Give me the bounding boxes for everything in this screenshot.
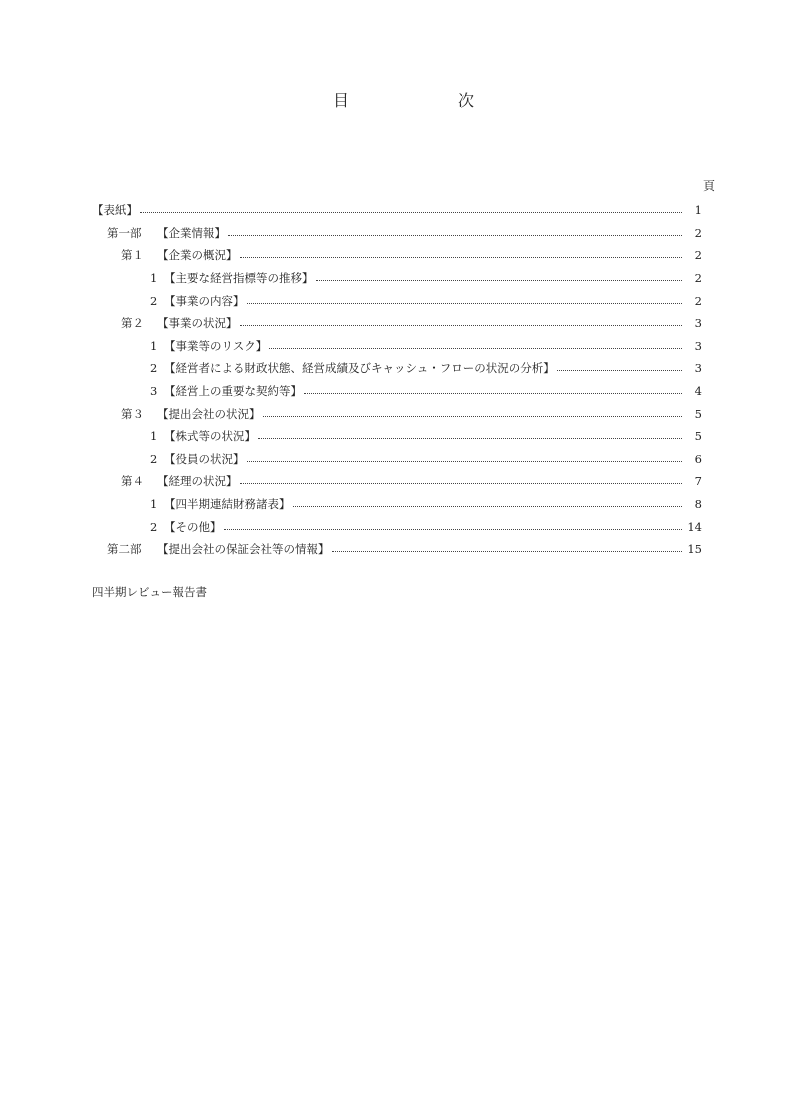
toc-entry-prefix: 1 — [150, 429, 158, 444]
toc-entry-label: 【経営者による財政状態、経営成績及びキャッシュ・フローの状況の分析】 — [164, 361, 555, 376]
leader-dots — [293, 497, 683, 511]
page-title — [0, 88, 790, 112]
toc-entry-page: 5 — [694, 406, 702, 421]
toc-entry[interactable] — [92, 515, 702, 538]
toc-entry[interactable] — [92, 470, 702, 493]
toc-entry-prefix: 2 — [150, 519, 158, 534]
toc-entry[interactable] — [92, 267, 702, 290]
toc-entry-label: 【企業情報】 — [157, 225, 226, 240]
leader-dots — [247, 452, 683, 466]
leader-dots — [269, 339, 682, 353]
leader-dots — [140, 203, 682, 217]
leader-dots — [224, 520, 683, 534]
leader-dots — [240, 474, 683, 488]
toc-entry-label: 【事業の内容】 — [164, 293, 245, 308]
toc-entry[interactable] — [92, 289, 702, 312]
toc-entry-page: 1 — [694, 203, 702, 218]
toc-entry-prefix: 1 — [150, 271, 158, 286]
toc-entry-label: 【その他】 — [164, 519, 222, 534]
toc-entry-prefix: 第一部 — [107, 225, 142, 240]
toc-entry[interactable] — [92, 244, 702, 267]
toc-entry[interactable] — [92, 380, 702, 403]
toc-entry-prefix: 第２ — [121, 316, 144, 331]
toc-entry-label: 【企業の概況】 — [157, 248, 238, 263]
toc-entry-label: 【役員の状況】 — [164, 451, 245, 466]
leader-dots — [263, 407, 683, 421]
toc-entry-label: 【表紙】 — [92, 203, 138, 218]
toc-entry[interactable] — [92, 222, 702, 245]
toc-entry-label: 【提出会社の状況】 — [157, 406, 261, 421]
title-char-1: 目 — [333, 91, 350, 110]
toc-entry-page: 14 — [687, 519, 702, 534]
toc-entry-page: 3 — [694, 316, 702, 331]
toc-entry[interactable] — [92, 402, 702, 425]
leader-dots — [557, 361, 682, 375]
toc-entry-prefix: 2 — [150, 451, 158, 466]
toc-entry-label: 【経営上の重要な契約等】 — [164, 384, 302, 399]
toc-entry-prefix: 2 — [150, 293, 158, 308]
toc-entry-label: 【四半期連結財務諸表】 — [164, 497, 291, 512]
table-of-contents — [92, 199, 702, 561]
toc-entry[interactable] — [92, 448, 702, 471]
toc-entry-prefix: 1 — [150, 497, 158, 512]
toc-entry-page: 7 — [694, 474, 702, 489]
toc-entry-prefix: 3 — [150, 384, 158, 399]
toc-entry-label: 【株式等の状況】 — [164, 429, 256, 444]
review-report-heading[interactable]: 四半期レビュー報告書 — [92, 585, 207, 599]
leader-dots — [240, 316, 683, 330]
toc-entry-page: 3 — [694, 361, 702, 376]
toc-entry-page: 6 — [694, 451, 702, 466]
toc-entry-page: 5 — [694, 429, 702, 444]
toc-entry[interactable] — [92, 312, 702, 335]
toc-entry-label: 【主要な経営指標等の推移】 — [164, 271, 314, 286]
toc-entry[interactable] — [92, 425, 702, 448]
toc-entry-label: 【経理の状況】 — [157, 474, 238, 489]
toc-entry-page: 8 — [694, 497, 702, 512]
toc-entry-page: 15 — [687, 542, 702, 557]
toc-entry-page: 2 — [694, 248, 702, 263]
toc-entry-prefix: 第二部 — [107, 542, 142, 557]
leader-dots — [316, 271, 683, 285]
toc-entry-page: 3 — [694, 338, 702, 353]
toc-entry-prefix: 第３ — [121, 406, 144, 421]
leader-dots — [247, 294, 683, 308]
toc-entry[interactable] — [92, 538, 702, 561]
page-column-header: 頁 — [703, 179, 716, 193]
toc-entry-prefix: 2 — [150, 361, 158, 376]
toc-entry-prefix: 1 — [150, 338, 158, 353]
leader-dots — [240, 248, 683, 262]
toc-entry[interactable] — [92, 199, 702, 222]
toc-entry-prefix: 第４ — [121, 474, 144, 489]
toc-entry-label: 【提出会社の保証会社等の情報】 — [157, 542, 330, 557]
toc-entry-prefix: 第１ — [121, 248, 144, 263]
title-char-2: 次 — [458, 91, 475, 110]
toc-entry-label: 【事業等のリスク】 — [164, 338, 268, 353]
toc-entry[interactable] — [92, 335, 702, 358]
leader-dots — [228, 226, 682, 240]
toc-entry-page: 4 — [694, 384, 702, 399]
toc-entry-label: 【事業の状況】 — [157, 316, 238, 331]
leader-dots — [258, 429, 682, 443]
leader-dots — [304, 384, 682, 398]
leader-dots — [332, 542, 683, 556]
toc-entry-page: 2 — [694, 293, 702, 308]
toc-entry[interactable] — [92, 357, 702, 380]
toc-entry[interactable] — [92, 493, 702, 516]
toc-entry-page: 2 — [694, 271, 702, 286]
toc-entry-page: 2 — [694, 225, 702, 240]
